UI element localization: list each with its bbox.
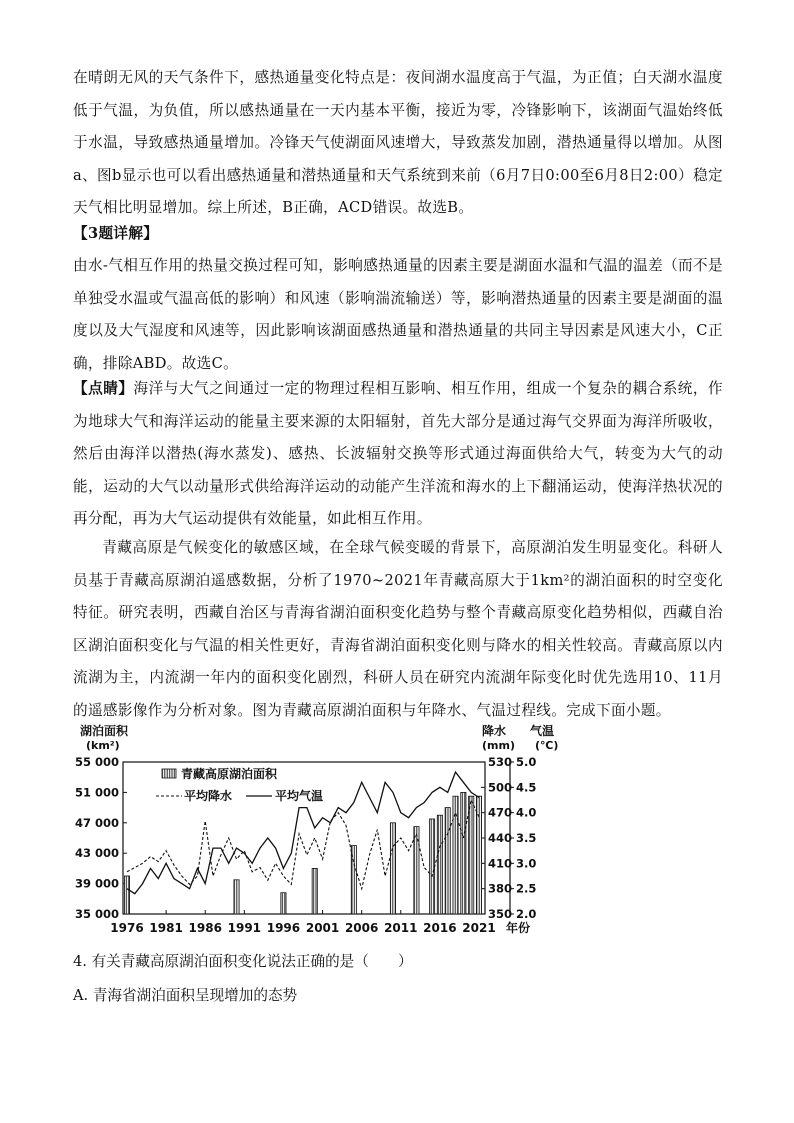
x-tick-label: 2021 (462, 921, 496, 935)
tip-paragraph (73, 373, 723, 536)
lake-area-bar (390, 823, 395, 914)
y-right1-tick-label: 500 (488, 780, 513, 795)
precipitation-line (127, 800, 479, 889)
x-axis-unit: 年份 (506, 921, 531, 935)
x-tick-label: 1981 (149, 921, 183, 935)
lake-area-bar (429, 819, 434, 914)
y-right1-tick-label: 350 (488, 907, 513, 921)
lake-area-bar (461, 792, 466, 914)
y-right2-tick-label: 5.0 (516, 755, 537, 769)
lake-area-bar (437, 815, 442, 914)
y-left-label: 湖泊面积 (80, 724, 129, 738)
y-right2-tick-label: 3.5 (516, 831, 537, 845)
y-left-tick-label: 43 000 (74, 846, 119, 861)
x-tick-label: 1996 (266, 921, 301, 935)
lake-area-bar (312, 868, 317, 914)
tip-text: 海洋与大气之间通过一定的物理过程相互影响、相互作用，组成一个复杂的耦合系统，作为地球大气和海洋运动的能量主要来源的太阳辐射，首先大部分是通过海气交界面为海洋所吸收，然后由海洋以潜热(海水蒸发)、感热、长波辐射交换等形式通过海面供给大气，转变为大气的动能，运动的大气以动量形式供给海洋运动的动能产生洋流和海水的上下翻涌运动，使海洋热状况的再分配，再为大气运动提供有效能量，如此相互作用。 (73, 380, 723, 527)
x-tick-label: 2016 (423, 921, 457, 935)
lake-area-bar (476, 796, 481, 914)
y-left-tick-label: 51 000 (74, 785, 119, 800)
tip-label: 【点睛】 (73, 380, 134, 397)
y-right1-label: 降水 (482, 724, 507, 738)
y-right1-unit: (mm) (482, 739, 515, 752)
x-tick-label: 1991 (227, 921, 262, 935)
lake-area-bar (281, 893, 286, 914)
question-intro: 青藏高原是气候变化的敏感区域，在全球气候变暖的背景下，高原湖泊发生明显变化。科研人员基于青藏高原湖泊遥感数据，分析了1970~2021年青藏高原大于1km²的湖泊面积的时空变化特征。研究表明，西藏自治区与青海省湖泊面积变化趋势与整个青藏高原变化趋势相似，西藏自治区湖泊面积变化与气温的相关性更好，青海省湖泊面积变化则与降水的相关性较高。青藏高原以内流湖为主，内流湖一年内的面积变化剧烈，科研人员在研究内流湖年际变化时优先选用10、11月的遥感影像作为分析对象。图为青藏高原湖泊面积与年降水、气温过程线。完成下面小题。 (73, 539, 723, 719)
lake-area-bar (124, 876, 129, 914)
y-left-tick-label: 35 000 (74, 907, 119, 921)
answer-paragraph-3: 由水-气相互作用的热量交换过程可知，影响感热通量的因素主要是湖面水温和气温的温差（而不是单独受水温或气温高低的影响）和风速（影响湍流输送）等，影响潜热通量的因素主要是湖面的温度以及大气湿度和风速等，因此影响该湖面感热通量和潜热通量的共同主导因素是风速大小，C正确，排除ABD。故选C。 (73, 257, 723, 372)
x-tick-label: 2001 (305, 921, 340, 935)
lake-area-bar (234, 880, 239, 914)
y-right1-tick-label: 530 (488, 755, 513, 769)
legend-temp-label: 平均气温 (275, 789, 324, 803)
x-tick-label: 2011 (384, 921, 418, 935)
y-left-unit: (km²) (86, 739, 120, 752)
legend-bar-swatch (162, 769, 176, 778)
y-left-tick-label: 47 000 (74, 815, 119, 830)
y-right2-tick-label: 4.5 (516, 780, 537, 795)
y-right2-label: 气温 (530, 724, 555, 738)
y-right2-tick-label: 3.0 (516, 856, 537, 871)
y-left-tick-label: 39 000 (74, 876, 119, 891)
y-right2-unit: (℃) (535, 739, 559, 752)
y-right2-tick-label: 2.0 (516, 907, 537, 921)
legend-bar-label: 青藏高原湖泊面积 (181, 767, 278, 781)
y-right1-tick-label: 440 (488, 831, 513, 845)
x-tick-label: 1976 (110, 921, 144, 935)
lake-area-climate-chart (70, 718, 560, 950)
question-4: 4. 有关青藏高原湖泊面积变化说法正确的是（ ） (73, 953, 413, 970)
option-a: A. 青海省湖泊面积呈现增加的态势 (73, 987, 298, 1004)
y-right2-tick-label: 4.0 (516, 805, 537, 820)
y-left-tick-label: 55 000 (74, 755, 119, 769)
x-tick-label: 1986 (188, 921, 222, 935)
legend-precip-label: 平均降水 (184, 789, 233, 803)
lake-area-bar (445, 808, 450, 914)
y-right1-tick-label: 380 (488, 881, 513, 896)
x-tick-label: 2006 (344, 921, 379, 935)
y-right1-tick-label: 410 (488, 856, 513, 871)
y-right2-tick-label: 2.5 (516, 881, 537, 896)
answer-paragraph-2: 在晴朗无风的天气条件下，感热通量变化特点是：夜间湖水温度高于气温，为正值；白天湖水温度低于气温，为负值，所以感热通量在一天内基本平衡，接近为零，冷锋影响下，该湖面气温始终低于水温，导致感热通量增加。冷锋天气使湖面风速增大，导致蒸发加剧，潜热通量得以增加。从图a、图b显示也可以看出感热通量和潜热通量和天气系统到来前（6月7日0:00至6月8日2:00）稳定天气相比明显增加。综上所述，B正确，ACD错误。故选B。 (73, 69, 723, 216)
y-right1-tick-label: 470 (488, 805, 513, 820)
lake-area-bar (469, 796, 474, 914)
section-heading-3: 【3题详解】 (73, 225, 159, 242)
